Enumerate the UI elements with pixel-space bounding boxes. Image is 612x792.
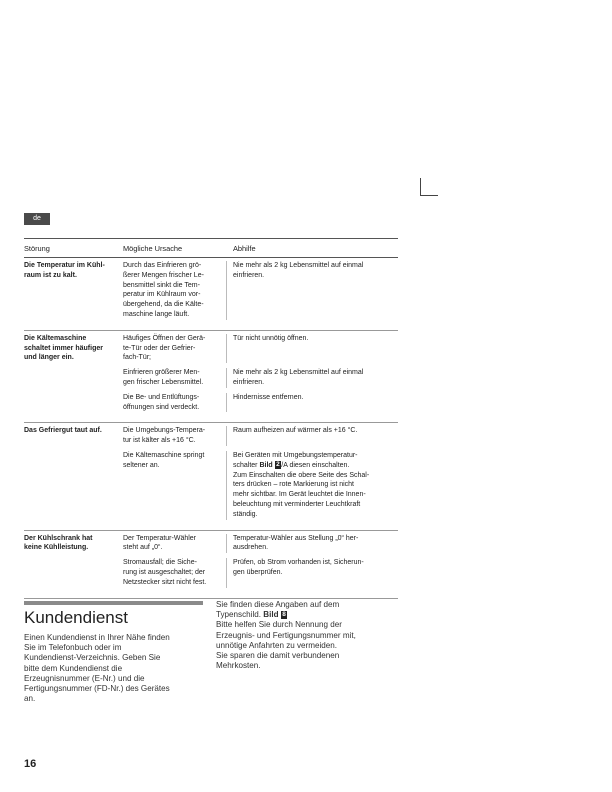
remedy-cell: Tür nicht unnötig öffnen. xyxy=(233,334,309,342)
section-divider-bar xyxy=(24,601,203,605)
bild-label: Bild xyxy=(259,461,273,469)
remedy-cell: Nie mehr als 2 kg Lebensmittel auf einmal einfrieren. xyxy=(233,369,364,386)
page-number: 16 xyxy=(24,758,37,770)
problem-cell: Die Kältemaschine schaltet immer häufiger und länger ein. xyxy=(24,334,103,362)
cause-cell: Die Be- und Entlüftungs- öffnungen sind verdeckt. xyxy=(123,393,227,413)
help-note: Bitte helfen Sie durch Nennung der Erzeugnis- und Fertigungsnummer mit, unnötige Anfahrten zu vermeiden. Sie sparen die damit verbundenen Mehrkosten. xyxy=(216,620,356,671)
crop-mark xyxy=(420,178,438,196)
remedy-text-pre: Bei Geräten mit Umgebungstemperatur- schalter xyxy=(233,451,358,469)
remedy-cell: Temperatur-Wähler aus Stellung „0“ her- ausdrehen. xyxy=(233,534,359,552)
header-problem: Störung xyxy=(24,243,50,253)
table-row xyxy=(24,258,398,331)
cause-cell: Der Temperatur-Wähler steht auf „0“. xyxy=(123,534,227,554)
header-cause: Mögliche Ursache xyxy=(123,243,183,253)
figure-ref-badge: 2 xyxy=(276,460,280,468)
table-row xyxy=(24,531,398,599)
remedy-cell: Hindernisse entfernen. xyxy=(233,393,304,401)
service-paragraph-left: Einen Kundendienst in Ihrer Nähe finden Sie im Telefonbuch oder im Kundendienst-Verzeichnis. Geben Sie bitte dem Kundendienst die Erzeugnisnummer (E-Nr.) und die Fertigungsnummer (FD-Nr.) des Gerätes an. xyxy=(24,633,170,704)
remedy-text-post: /A diesen einschalten. Zum Einschalten die obere Seite des Schal- ters drücken – rote Markierung ist nicht mehr sichtbar. Im Gerät leuchtet die Innen- beleuchtung mit verminderter Leuchtkraft ständig. xyxy=(233,461,370,518)
table-row xyxy=(24,331,398,424)
problem-cell: Die Temperatur im Kühl- raum ist zu kalt. xyxy=(24,262,105,279)
figure-ref-badge: 8 xyxy=(282,611,286,619)
header-remedy: Abhilfe xyxy=(233,243,256,253)
cause-cell: Durch das Einfrieren grö- ßerer Mengen frischer Le- bensmittel sinkt die Tem- peratur im Kühlraum vor- übergehend, da die Kälte- maschine lange läuft. xyxy=(123,261,227,320)
cause-cell: Häufiges Öffnen der Gerä- te-Tür oder der Gefrier- fach-Tür; xyxy=(123,334,227,363)
remedy-cell: Raum aufheizen auf wärmer als +16 °C. xyxy=(233,427,358,435)
service-paragraph-right xyxy=(216,600,401,671)
section-title: Kundendienst xyxy=(24,608,128,627)
troubleshooting-table xyxy=(24,238,398,599)
cause-cell: Die Kältemaschine springt seltener an. xyxy=(123,451,227,520)
cause-cell: Die Umgebungs-Tempera- tur ist kälter als +16 °C. xyxy=(123,426,227,446)
remedy-cell: Nie mehr als 2 kg Lebensmittel auf einmal einfrieren. xyxy=(233,262,364,279)
cause-cell: Einfrieren größerer Men- gen frischer Lebensmittel. xyxy=(123,368,227,388)
cause-cell: Stromausfall; die Siche- rung ist ausgeschaltet; der Netzstecker sitzt nicht fest. xyxy=(123,558,227,587)
remedy-cell xyxy=(227,451,398,520)
problem-cell: Das Gefriergut taut auf. xyxy=(24,427,102,435)
table-row xyxy=(24,423,398,530)
rating-plate-note xyxy=(216,600,401,620)
bild-label: Bild xyxy=(263,610,279,620)
table-header xyxy=(24,238,398,258)
language-badge: de xyxy=(24,213,50,225)
rating-plate-text: Sie finden diese Angaben auf dem Typenschild. xyxy=(216,600,340,620)
problem-cell: Der Kühlschrank hat keine Kühlleistung. xyxy=(24,534,93,552)
remedy-cell: Prüfen, ob Strom vorhanden ist, Sicherun- gen überprüfen. xyxy=(233,559,364,576)
